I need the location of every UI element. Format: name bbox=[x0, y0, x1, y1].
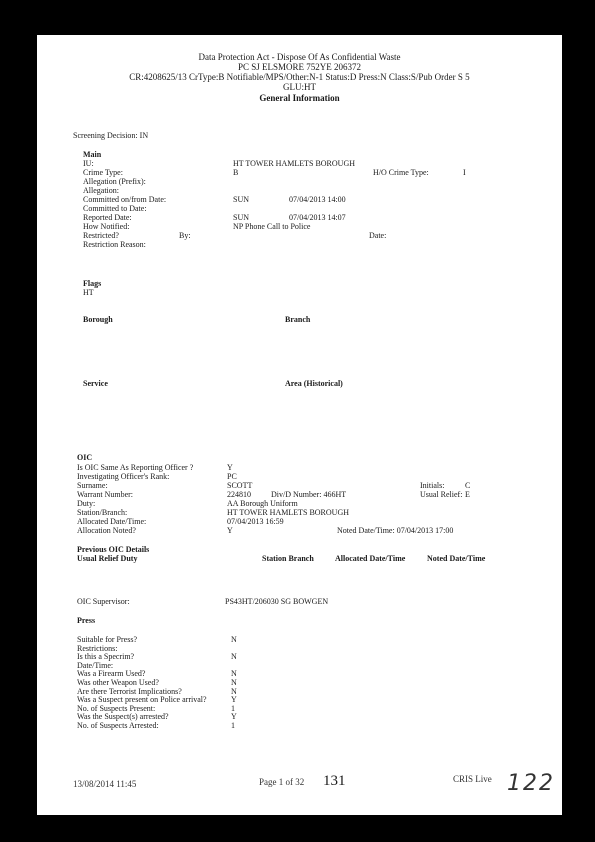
iu-label: IU: bbox=[83, 159, 94, 168]
press-row-value: 1 bbox=[231, 703, 235, 713]
header-line-3: CR:4208625/13 CrType:B Notifiable/MPS/Other:N-1 Status:D Press:N Class:S/Pub Order S 5 bbox=[129, 72, 470, 82]
duty-value: AA Borough Uniform bbox=[227, 499, 298, 508]
initials-label: Initials: bbox=[420, 481, 445, 490]
oic-same-label: Is OIC Same As Reporting Officer ? bbox=[77, 463, 194, 472]
crime-type-label: Crime Type: bbox=[83, 168, 123, 177]
allocated-datetime-value: 07/04/2013 16:59 bbox=[227, 517, 284, 526]
press-row-label: No. of Suspects Arrested: bbox=[77, 721, 159, 730]
press-row-label: Date/Time: bbox=[77, 660, 114, 670]
committed-from-date: 07/04/2013 14:00 bbox=[289, 195, 346, 204]
press-row-value: N bbox=[231, 652, 237, 662]
usual-relief-value: E bbox=[465, 490, 470, 499]
branch-heading: Branch bbox=[285, 315, 311, 324]
crime-type-value: B bbox=[233, 168, 239, 177]
document-page bbox=[37, 35, 562, 815]
committed-from-day: SUN bbox=[233, 195, 250, 204]
restricted-label: Restricted? bbox=[83, 231, 119, 240]
committed-from-label: Committed on/from Date: bbox=[83, 195, 167, 204]
by-label: By: bbox=[179, 231, 191, 240]
section-title: General Information bbox=[259, 93, 340, 103]
rank-value: PC bbox=[227, 472, 237, 481]
reported-date: 07/04/2013 14:07 bbox=[289, 213, 346, 222]
press-row-label: Was a Firearm Used? bbox=[77, 669, 146, 679]
header-line-2: PC SJ ELSMORE 752YE 206372 bbox=[237, 62, 362, 72]
previous-oic-heading: Previous OIC Details bbox=[77, 545, 150, 554]
oic-supervisor-value: PS43HT/206030 SG BOWGEN bbox=[225, 597, 329, 606]
how-notified-value: NP Phone Call to Police bbox=[233, 222, 311, 231]
borough-heading: Borough bbox=[83, 315, 113, 324]
stamp-number: 131 bbox=[323, 773, 346, 789]
reported-day: SUN bbox=[233, 213, 250, 222]
press-row-label: Was the Suspect(s) arrested? bbox=[77, 712, 169, 722]
press-row-label: No. of Suspects Present: bbox=[77, 703, 156, 713]
surname-value: SCOTT bbox=[227, 481, 253, 490]
press-row-value: Y bbox=[231, 695, 237, 705]
main-heading: Main bbox=[83, 150, 102, 159]
allegation-prefix-label: Allegation (Prefix): bbox=[83, 177, 146, 186]
allocation-noted-label: Allocation Noted? bbox=[77, 526, 136, 535]
header-line-4: GLU:HT bbox=[283, 82, 316, 92]
oic-same-value: Y bbox=[227, 463, 233, 472]
initials-value: C bbox=[465, 481, 471, 490]
press-row-value: N bbox=[231, 686, 237, 696]
oic-heading: OIC bbox=[77, 453, 93, 462]
press-row-label: Was a Suspect present on Police arrival? bbox=[77, 695, 207, 705]
allegation-label: Allegation: bbox=[83, 186, 119, 195]
press-row-label: Was other Weapon Used? bbox=[77, 678, 159, 687]
col-noted-datetime: Noted Date/Time bbox=[427, 554, 486, 563]
col-usual-relief-duty: Usual Relief Duty bbox=[77, 554, 138, 563]
usual-relief-label: Usual Relief: bbox=[420, 490, 463, 499]
col-allocated-datetime: Allocated Date/Time bbox=[335, 554, 406, 563]
print-datetime: 13/08/2014 11:45 bbox=[73, 779, 137, 789]
press-row-value: N bbox=[231, 669, 237, 679]
ho-crime-type-label: H/O Crime Type: bbox=[373, 168, 429, 177]
flags-value: HT bbox=[83, 288, 94, 297]
restriction-reason-label: Restriction Reason: bbox=[83, 240, 146, 249]
area-historical-heading: Area (Historical) bbox=[285, 379, 343, 388]
service-heading: Service bbox=[83, 379, 108, 388]
surname-label: Surname: bbox=[77, 481, 108, 490]
app-name: CRIS Live bbox=[453, 774, 492, 784]
ho-crime-type-value: I bbox=[463, 168, 466, 177]
noted-datetime: Noted Date/Time: 07/04/2013 17:00 bbox=[337, 526, 454, 535]
handwritten-page-number: 122 bbox=[507, 771, 555, 796]
station-branch-label: Station/Branch: bbox=[77, 508, 128, 517]
committed-to-label: Committed to Date: bbox=[83, 204, 147, 213]
press-row-value: Y bbox=[231, 712, 237, 722]
page-number: Page 1 of 32 bbox=[259, 777, 305, 787]
press-row-label: Restrictions: bbox=[77, 643, 118, 653]
how-notified-label: How Notified: bbox=[83, 222, 130, 231]
press-row-label: Suitable for Press? bbox=[77, 635, 137, 644]
divd-number: Div/D Number: 466HT bbox=[271, 490, 347, 499]
press-row-value: 1 bbox=[231, 721, 235, 730]
press-row-value: N bbox=[231, 678, 237, 687]
press-heading: Press bbox=[77, 616, 96, 625]
flags-heading: Flags bbox=[83, 279, 102, 288]
col-station-branch: Station Branch bbox=[262, 554, 314, 563]
screening-decision: Screening Decision: IN bbox=[73, 131, 149, 140]
press-row-label: Are there Terrorist Implications? bbox=[77, 686, 182, 696]
date-label: Date: bbox=[369, 231, 387, 240]
allocated-datetime-label: Allocated Date/Time: bbox=[77, 517, 147, 526]
reported-date-label: Reported Date: bbox=[83, 213, 132, 222]
warrant-number-label: Warrant Number: bbox=[77, 490, 133, 499]
allocation-noted-value: Y bbox=[227, 526, 233, 535]
rank-label: Investigating Officer's Rank: bbox=[77, 472, 170, 481]
duty-label: Duty: bbox=[77, 499, 96, 508]
press-row-label: Is this a Specrim? bbox=[77, 652, 135, 662]
warrant-number-value: 224810 bbox=[227, 490, 251, 499]
header-line-1: Data Protection Act - Dispose Of As Confidential Waste bbox=[198, 52, 401, 62]
oic-supervisor-label: OIC Supervisor: bbox=[77, 597, 130, 606]
press-row-value: N bbox=[231, 635, 237, 644]
iu-value: HT TOWER HAMLETS BOROUGH bbox=[233, 159, 356, 168]
station-branch-value: HT TOWER HAMLETS BOROUGH bbox=[227, 508, 350, 517]
